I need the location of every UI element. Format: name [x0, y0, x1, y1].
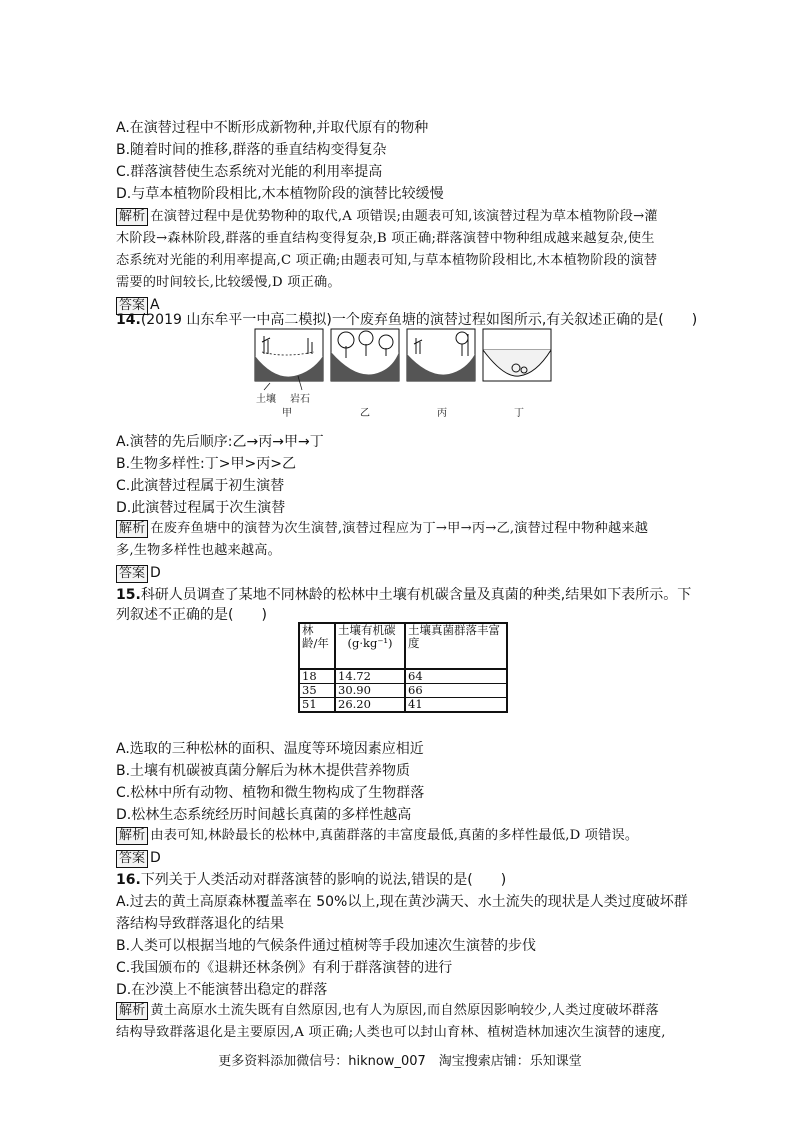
answer-tag: 答案 [116, 297, 148, 315]
q13-analysis-line-2: 木阶段→森林阶段,群落的垂直结构变得复杂,B 项正确;群落演替中物种组成越来越复杂,使生 [116, 231, 655, 246]
panel-label-bing: 丙 [437, 408, 447, 419]
q16-stem: 16.下列关于人类活动对群落演替的影响的说法,错误的是( ) [116, 872, 507, 888]
header-forest-age: 林 龄/年 [299, 623, 335, 669]
answer-tag: 答案 [116, 850, 148, 868]
analysis-tag: 解析 [116, 520, 148, 538]
q15-option-b: B.土壤有机碳被真菌分解后为林木提供营养物质 [116, 763, 411, 779]
q14-option-a: A.演替的先后顺序:乙→丙→甲→丁 [116, 434, 324, 450]
table-row: 35 30.90 66 [299, 684, 507, 698]
q15-stem-line-2: 列叙述不正确的是( ) [116, 607, 267, 623]
q16-option-b: B.人类可以根据当地的气候条件通过植树等手段加速次生演替的步伐 [116, 938, 537, 954]
q16-number: 16. [116, 872, 141, 888]
q16-option-a-cont: 落结构导致群落退化的结果 [116, 916, 284, 932]
q16-analysis-line-2: 结构导致群落退化是主要原因,A 项正确;人类也可以封山育林、植树造林加速次生演替的速度, [116, 1025, 666, 1040]
q15-option-d: D.松林生态系统经历时间越长真菌的多样性越高 [116, 807, 412, 823]
q14-answer: 答案 D [116, 562, 161, 584]
soil-data-table [298, 622, 508, 713]
header-fungi-richness: 土壤真菌群落丰富 度 [405, 623, 507, 669]
q15-number: 15. [116, 587, 141, 603]
header-soil-carbon: 土壤有机碳 (g·kg⁻¹) [335, 623, 405, 669]
q16-option-c: C.我国颁布的《退耕还林条例》有利于群落演替的进行 [116, 960, 453, 976]
panel-yi [331, 329, 399, 381]
pond-succession-figure [254, 328, 554, 418]
q14-option-c: C.此演替过程属于初生演替 [116, 478, 285, 494]
q15-analysis-line-1: 解析 由表可知,林龄最长的松林中,真菌群落的丰富度最低,真菌的多样性最低,D 项错误。 [116, 825, 638, 847]
q16-analysis-line-1: 解析 黄土高原水土流失既有自然原因,也有人为原因,而自然原因影响较少,人类过度破坏群落 [116, 1000, 659, 1022]
panel-label-yi: 乙 [360, 408, 370, 419]
panel-label-ding: 丁 [514, 408, 524, 419]
q15-answer: 答案 D [116, 847, 161, 869]
q14-analysis-line-1: 解析 在废弃鱼塘中的演替为次生演替,演替过程应为丁→甲→丙→乙,演替过程中物种越来越 [116, 518, 648, 540]
q13-option-b: B.随着时间的推移,群落的垂直结构变得复杂 [116, 142, 387, 158]
q13-option-a: A.在演替过程中不断形成新物种,并取代原有的物种 [116, 120, 429, 136]
panel-ding [483, 329, 551, 381]
q14-option-b: B.生物多样性:丁>甲>丙>乙 [116, 456, 296, 472]
soil-label: 土壤 [256, 394, 276, 405]
table-row: 18 14.72 64 [299, 669, 507, 684]
q13-analysis-line-4: 需要的时间较长,比较缓慢,D 项正确。 [116, 275, 341, 290]
q13-analysis-line-1: 解析 在演替过程中是优势物种的取代,A 项错误;由题表可知,该演替过程为草本植物阶段→灌 [116, 206, 658, 228]
q15-stem-line-1: 15.科研人员调查了某地不同林龄的松林中土壤有机碳含量及真菌的种类,结果如下表所示。下 [116, 587, 692, 603]
rock-label: 岩石 [290, 394, 310, 405]
analysis-tag: 解析 [116, 827, 148, 845]
q14-number: 14. [116, 312, 141, 328]
q15-option-c: C.松林中所有动物、植物和微生物构成了生物群落 [116, 785, 425, 801]
q16-option-a: A.过去的黄土高原森林覆盖率在 50%以上,现在黄沙满天、水土流失的现状是人类过度破坏群 [116, 894, 688, 910]
q13-analysis-line-3: 态系统对光能的利用率提高,C 项正确;由题表可知,与草本植物阶段相比,木本植物阶段的演替 [116, 253, 658, 268]
answer-tag: 答案 [116, 565, 148, 583]
table-row: 51 26.20 41 [299, 698, 507, 713]
analysis-tag: 解析 [116, 1002, 148, 1020]
page-footer: 更多资料添加微信号：hiknow_007 淘宝搜索店铺：乐知课堂 [218, 1054, 582, 1069]
analysis-tag: 解析 [116, 208, 148, 226]
panel-bing [407, 329, 475, 381]
table-header-row [299, 623, 507, 669]
q14-analysis-line-2: 多,生物多样性也越来越高。 [116, 543, 282, 558]
q16-option-d: D.在沙漠上不能演替出稳定的群落 [116, 982, 328, 998]
panel-label-jia: 甲 [282, 408, 292, 419]
q15-option-a: A.选取的三种松林的面积、温度等环境因素应相近 [116, 741, 424, 757]
panel-jia [255, 329, 323, 381]
q13-answer: 答案 A [116, 294, 160, 316]
q14-stem: 14.(2019 山东牟平一中高二模拟)一个废弃鱼塘的演替过程如图所示,有关叙述正确的是( ) [116, 312, 698, 328]
q13-option-d: D.与草本植物阶段相比,木本植物阶段的演替比较缓慢 [116, 186, 444, 202]
q13-option-c: C.群落演替使生态系统对光能的利用率提高 [116, 164, 383, 180]
q14-option-d: D.此演替过程属于次生演替 [116, 500, 286, 516]
